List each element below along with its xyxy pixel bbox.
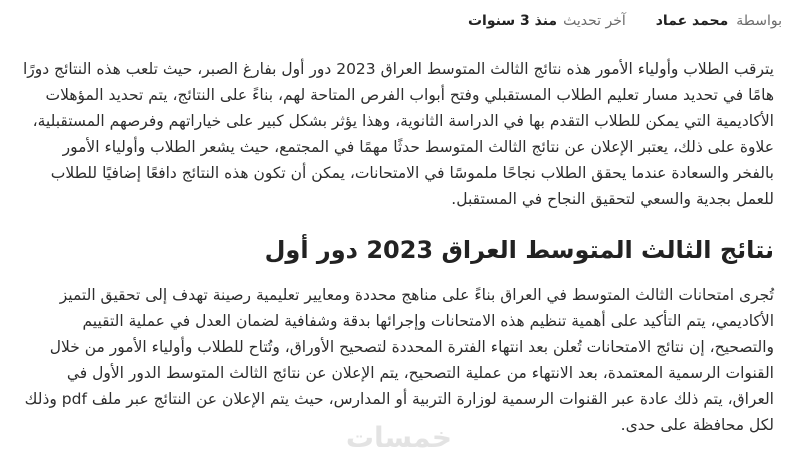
section-heading: نتائج الثالث المتوسط العراق 2023 دور أول (264, 236, 774, 264)
article-byline (18, 8, 782, 34)
author-link[interactable]: محمد عماد (655, 13, 729, 29)
site-watermark-logo: خمسات (345, 421, 452, 454)
last-updated-label: آخر تحديث (563, 13, 626, 29)
last-updated-value: منذ 3 سنوات (467, 13, 558, 29)
by-label: بواسطة (736, 13, 782, 29)
intro-paragraph: يترقب الطلاب وأولياء الأمور هذه نتائج الثالث المتوسط العراق 2023 دور أول بفارغ الصبر، حيث تلعب هذه النتائج دورًا هامًا في تحديد مسار تعليم الطلاب المستقبلي وفتح أبواب الفرص المتاحة لهم، بناءً على النتائج، يتم تحديد المؤهلات الأكاديمية التي يمكن للطلاب التقدم بها في الدراسة الثانوية، وهذا يؤثر بشكل كبير على خياراتهم وفرصهم المستقبلية، علاوة على ذلك، يعتبر الإعلان عن نتائج الثالث المتوسط حدثًا مهمًا في المجتمع، حيث يشعر الطلاب وأولياء الأمور بالفخر والسعادة عندما يحقق الطلاب نجاحًا ملموسًا في الامتحانات، يمكن أن تكون هذه النتائج دافعًا إضافيًا للطلاب للعمل بجدية والسعي لتحقيق النجاح في المستقبل. (22, 60, 774, 208)
article-body (20, 56, 774, 438)
section-paragraph: تُجرى امتحانات الثالث المتوسط في العراق بناءً على مناهج محددة ومعايير تعليمية رصينة تهدف إلى تحقيق التميز الأكاديمي، يتم التأكيد على أهمية تنظيم هذه الامتحانات وإجرائها بدقة وشفافية لضمان العدل في عملية التقييم والتصحيح، إن نتائج الامتحانات تُعلن بعد انتهاء الفترة المحددة لتصحيح الأوراق، وتُتاح للطلاب وأولياء الأمور من خلال القنوات الرسمية المعتمدة، بعد الانتهاء من عملية التصحيح، يتم الإعلان عن نتائج الثالث المتوسط الدور الأول في العراق، يتم ذلك عادة عبر القنوات الرسمية لوزارة التربية أو المدارس، حيث يتم الإعلان عن النتائج عبر ملف pdf وذلك لكل محافظة على حدى. (24, 286, 774, 434)
